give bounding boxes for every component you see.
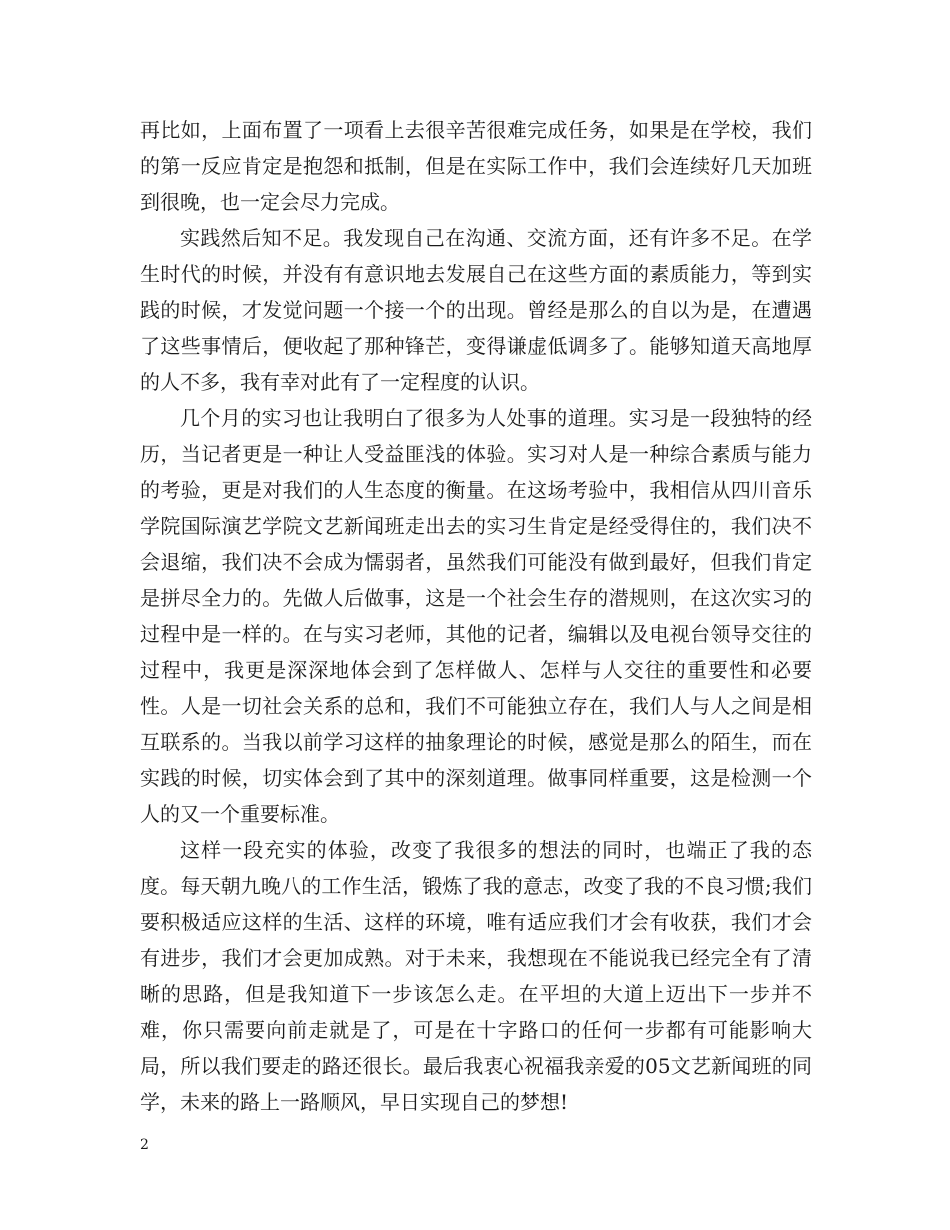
paragraph: 几个月的实习也让我明白了很多为人处事的道理。实习是一段独特的经历，当记者更是一种让人受益匪浅的体验。实习对人是一种综合素质与能力的考验，更是对我们的人生态度的衡量。在这场考验中，我相信从四川音乐学院国际演艺学院文艺新闻班走出去的实习生肯定是经受得住的，我们决不会退缩，我们决不会成为懦弱者，虽然我们可能没有做到最好，但我们肯定是拼尽全力的。先做人后做事，这是一个社会生存的潜规则，在这次实习的过程中是一样的。在与实习老师，其他的记者，编辑以及电视台领导交往的过程中，我更是深深地体会到了怎样做人、怎样与人交往的重要性和必要性。人是一切社会关系的总和，我们不可能独立存在，我们人与人之间是相互联系的。当我以前学习这样的抽象理论的时候，感觉是那么的陌生，而在实践的时候，切实体会到了其中的深刻道理。做事同样重要，这是检测一个人的又一个重要标准。: [140, 406, 812, 826]
paragraph: 这样一段充实的体验，改变了我很多的想法的同时，也端正了我的态度。每天朝九晚八的工作生活，锻炼了我的意志，改变了我的不良习惯;我们要积极适应这样的生活、这样的环境，唯有适应我们才会有收获，我们才会有进步，我们才会更加成熟。对于未来，我想现在不能说我已经完全有了清晰的思路，但是我知道下一步该怎么走。在平坦的大道上迈出下一步并不难，你只需要向前走就是了，可是在十字路口的任何一步都有可能影响大局，所以我们要走的路还很长。最后我衷心祝福我亲爱的05文艺新闻班的同学，未来的路上一路顺风，早日实现自己的梦想!: [140, 838, 812, 1114]
page-number: 2: [140, 1137, 149, 1153]
body-text: [140, 112, 812, 1120]
paragraph-continuation: 再比如，上面布置了一项看上去很辛苦很难完成任务，如果是在学校，我们的第一反应肯定是抱怨和抵制，但是在实际工作中，我们会连续好几天加班到很晚，也一定会尽力完成。: [140, 118, 812, 214]
paragraph: 实践然后知不足。我发现自己在沟通、交流方面，还有许多不足。在学生时代的时候，并没有有意识地去发展自己在这些方面的素质能力，等到实践的时候，才发觉问题一个接一个的出现。曾经是那么的自以为是，在遭遇了这些事情后，便收起了那种锋芒，变得谦虚低调多了。能够知道天高地厚的人不多，我有幸对此有了一定程度的认识。: [140, 226, 812, 394]
